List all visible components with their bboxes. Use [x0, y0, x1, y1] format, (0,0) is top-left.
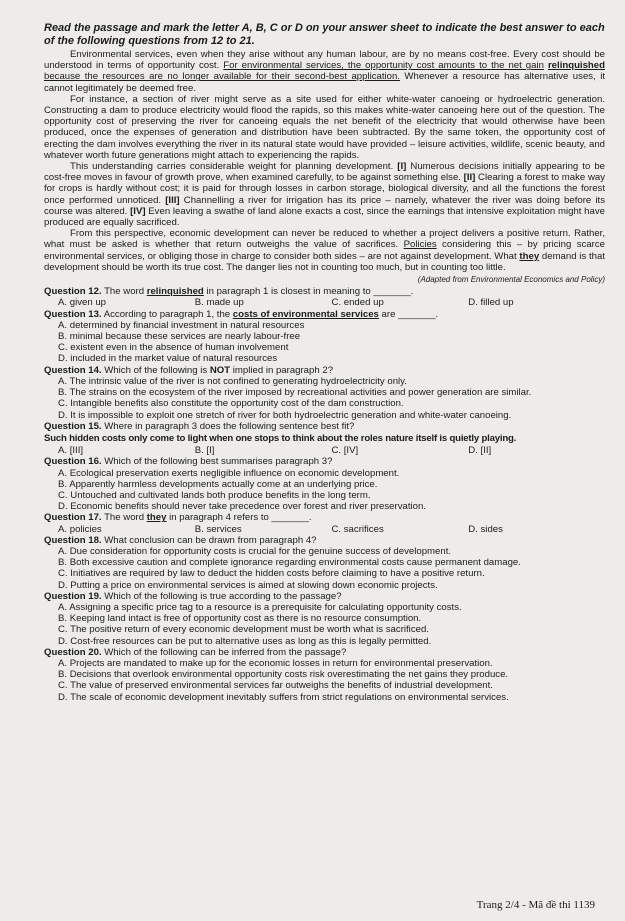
- question-stem: [44, 591, 605, 602]
- question-text: According to paragraph 1, the: [101, 308, 233, 320]
- answer-option[interactable]: D. It is impossible to exploit one stretch of river for both hydroelectric generation and white-water canoeing.: [58, 409, 512, 421]
- answer-option[interactable]: B. Keeping land intact is free of opportunity cost as there is no resource consumption.: [58, 613, 422, 625]
- answer-option[interactable]: C. Initiatives are required by law to deduct the hidden costs before claiming to have a positive return.: [58, 568, 485, 580]
- answer-option[interactable]: A. [III]: [58, 445, 84, 457]
- question-keyword: they: [146, 512, 167, 524]
- answer-option[interactable]: C. ended up: [331, 297, 384, 309]
- answer-option[interactable]: D. sides: [468, 523, 503, 535]
- answer-option[interactable]: A. Due consideration for opportunity costs is crucial for the genuine success of development.: [58, 545, 452, 557]
- keyword-relinquished: relinquished: [547, 60, 605, 72]
- question-number: Question 20.: [44, 646, 102, 658]
- answer-option[interactable]: C. existent even in the absence of human involvement: [58, 342, 289, 354]
- marker-i: [I]: [397, 161, 407, 173]
- marker-iv: [IV]: [130, 205, 146, 217]
- answer-option[interactable]: B. The strains on the ecosystem of the river imposed by recreational activities and power generation are similar.: [58, 387, 532, 399]
- question-keyword: NOT: [209, 364, 231, 376]
- question-stem: [44, 535, 605, 546]
- question-text: implied in paragraph 2?: [230, 364, 334, 376]
- answer-option[interactable]: B. minimal because these services are nearly labour-free: [58, 331, 301, 343]
- answer-option[interactable]: D. Putting a price on environmental services is aimed at slowing down economic projects.: [58, 579, 438, 591]
- answer-option[interactable]: C. Untouched and cultivated lands both produce benefits in the long term.: [58, 489, 371, 501]
- question-number: Question 16.: [44, 456, 102, 468]
- option-row: [44, 445, 605, 456]
- answer-option[interactable]: A. The intrinsic value of the river is not confined to generating hydroelectricity only.: [58, 375, 407, 387]
- underlined-phrase: For environmental services, the opportunity cost amounts to the net gain: [223, 60, 544, 72]
- question-text: Which of the following is true according to the passage?: [101, 590, 342, 602]
- underlined-phrase: because the resources are no longer available for their second-best application.: [44, 71, 400, 83]
- question-stem: [44, 286, 605, 297]
- keyword-policies: Policies: [403, 239, 437, 251]
- answer-option[interactable]: B. Decisions that overlook environmental opportunity costs risk overestimating the net gains they produce.: [58, 669, 509, 681]
- answer-option[interactable]: C. The positive return of every economic development must be worth what is sacrificed.: [58, 624, 429, 636]
- question-number: Question 17.: [44, 512, 102, 524]
- question-number: Question 19.: [44, 590, 102, 602]
- question-number: Question 18.: [44, 534, 102, 546]
- answer-option[interactable]: A. Assigning a specific price tag to a resource is a prerequisite for calculating opportunity costs.: [58, 601, 462, 613]
- marker-ii: [II]: [463, 172, 476, 184]
- question-stem: [44, 365, 605, 376]
- answer-option[interactable]: A. Ecological preservation exerts negligible influence on economic development.: [58, 467, 400, 479]
- answer-option[interactable]: A. policies: [58, 523, 102, 535]
- answer-option[interactable]: B. [I]: [194, 445, 215, 457]
- answer-option[interactable]: C. The value of preserved environmental services far outweighs the benefits of industrial development.: [58, 680, 493, 692]
- page-footer: Trang 2/4 - Mã đề thi 1139: [476, 898, 595, 911]
- answer-option[interactable]: D. filled up: [468, 297, 514, 309]
- question-text: Where in paragraph 3 does the following sentence best fit?: [101, 420, 355, 432]
- question-stem: [44, 456, 605, 467]
- answer-option[interactable]: D. The scale of economic development inevitably suffers from strict regulations on environmental services.: [58, 691, 509, 703]
- answer-option[interactable]: B. Both excessive caution and complete ignorance regarding environmental costs cause permanent damage.: [58, 557, 521, 569]
- answer-option[interactable]: D. [II]: [468, 445, 492, 457]
- answer-option[interactable]: A. given up: [58, 297, 107, 309]
- answer-option[interactable]: C. sacrifices: [331, 523, 384, 535]
- option-row: [44, 524, 605, 535]
- question-stem: [44, 647, 605, 658]
- question-stem: [44, 421, 605, 432]
- paragraph-2: For instance, a section of river might serve as a site used for either white-water canoeing or hydroelectric generation. Constructing a dam to produce electricity would flood the rapids, so this makes white-water canoeing here out of the question. The opportunity cost of preserving the river for canoeing equals the net benefit of the electricity that would otherwise have been produced, once the expenses of generation and distribution have been subtracted. By the same token, the opportunity cost of erecting the dam involves everything the river in its natural state would have provided – leisure activities, wildlife, scenic beauty, and whatever worth future generations might attach to experiencing the rapids.: [44, 93, 605, 161]
- question-stem: [44, 512, 605, 523]
- question-number: Question 13.: [44, 308, 102, 320]
- question-number: Question 14.: [44, 364, 102, 376]
- answer-option[interactable]: B. Apparently harmless developments actually come at an underlying price.: [58, 478, 378, 490]
- paragraph-3: This understanding carries considerable weight for planning development. [I] Numerous decisions initially appearing to be cost-free moves in favour of growth prove, when examined carefully, to be against something else. [II] Clearing a forest to make way for crops is hardly without cost; it is paid for through losses in carbon storage, biological diversity, and all the functions the forest once performed unnoticed. [III] Channelling a river for irrigation has its price – namely, whatever the river was doing before its course was altered. [IV] Even leaving a swathe of land alone exacts a cost, since the earnings that intensive exploitation might have produced are equally sacrificed.: [44, 161, 606, 229]
- question-text: The word: [101, 512, 147, 524]
- answer-option[interactable]: B. made up: [194, 297, 244, 309]
- answer-option[interactable]: D. Economic benefits should never take precedence over forest and river preservation.: [58, 501, 426, 513]
- question-text: in paragraph 4 refers to _______.: [166, 512, 312, 524]
- option-row: [44, 297, 605, 308]
- question-text: in paragraph 1 is closest in meaning to _______.: [203, 286, 414, 298]
- question-list: [44, 286, 605, 703]
- question-keyword: costs of environmental services: [232, 308, 379, 320]
- answer-option[interactable]: C. [IV]: [331, 445, 359, 457]
- question-text: What conclusion can be drawn from paragraph 4?: [101, 534, 317, 546]
- answer-option[interactable]: B. services: [194, 523, 242, 535]
- question-keyword: relinquished: [146, 286, 204, 298]
- question-text: The word: [101, 286, 147, 298]
- marker-iii: [III]: [165, 194, 180, 206]
- answer-option[interactable]: D. Cost-free resources can be put to alternative uses as long as this is legally permitted.: [58, 635, 432, 647]
- question-text: Which of the following can be inferred from the passage?: [101, 646, 347, 658]
- question-number: Question 15.: [44, 420, 102, 432]
- insert-sentence: Such hidden costs only come to light when one stops to think about the roles nature itself is quietly playing.: [44, 432, 517, 444]
- question-stem: [44, 309, 605, 320]
- instructions: Read the passage and mark the letter A, B, C or D on your answer sheet to indicate the best answer to each of the following questions from 12 to 21.: [44, 22, 605, 47]
- question-number: Question 12.: [44, 286, 102, 298]
- question-text: Which of the following is: [101, 364, 210, 376]
- source-citation: (Adapted from Environmental Economics and Policy): [417, 275, 605, 285]
- answer-option[interactable]: C. Intangible benefits also constitute the opportunity cost of the dam construction.: [58, 398, 404, 410]
- question-text: are _______.: [378, 308, 439, 320]
- answer-option[interactable]: D. included in the market value of natural resources: [58, 353, 278, 365]
- answer-option[interactable]: A. determined by financial investment in natural resources: [58, 319, 305, 331]
- question-text: Which of the following best summarises paragraph 3?: [101, 456, 333, 468]
- answer-option[interactable]: A. Projects are mandated to make up for the economic losses in return for environmental preservation.: [58, 657, 493, 669]
- paragraph-1: Environmental services, even when they arise without any human labour, are by no means cost-free. Every cost should be understood in terms of opportunity cost. For environmental services, the opportunity cost amounts to the net gain relinquished because the resources are no longer available for their second-best application. Whenever a resource has alternative uses, it cannot legitimately be deemed free.: [44, 49, 605, 94]
- paragraph-4: From this perspective, economic development can never be reduced to whether a project delivers a positive return. Rather, what must be asked is whether that return outweighs the value of sacrifices. Policies considering this – by pricing scarce environmental services, or obliging those in charge to consider both sides – are not against development. What they demand is that development should be worth its true cost. The danger lies not in counting too much, but in counting too little.: [44, 228, 605, 273]
- keyword-they: they: [519, 250, 540, 262]
